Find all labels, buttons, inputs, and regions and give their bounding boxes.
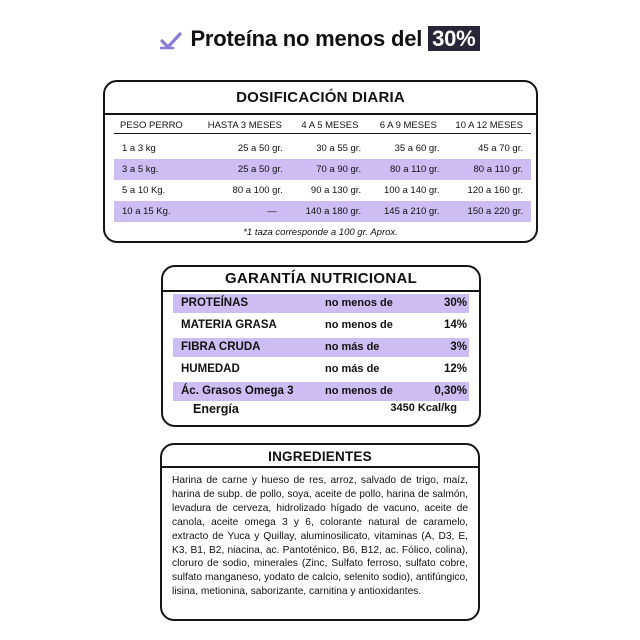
table-cell: 120 a 160 gr. xyxy=(467,185,523,196)
table-cell: 25 a 50 gr. xyxy=(199,159,291,180)
divider xyxy=(162,466,478,468)
garantia-title: GARANTÍA NUTRICIONAL xyxy=(224,270,418,287)
table-cell: 1 a 3 kg xyxy=(122,143,156,154)
table-cell: 145 a 210 gr. xyxy=(369,201,447,222)
table-cell: 70 a 90 gr. xyxy=(291,159,369,180)
dosificacion-note: *1 taza corresponde a 100 gr. Aprox. xyxy=(243,227,398,238)
table-cell: 3 a 5 kg. xyxy=(114,159,199,180)
nutrient-name: HUMEDAD xyxy=(181,363,240,375)
table-row xyxy=(114,180,531,201)
table-cell: 25 a 50 gr. xyxy=(237,143,283,154)
nutrient-qualifier: no menos de xyxy=(325,319,393,331)
dosificacion-title: DOSIFICACIÓN DIARIA xyxy=(236,89,405,106)
list-item xyxy=(173,338,469,357)
list-item xyxy=(173,382,469,401)
table-cell: 100 a 140 gr. xyxy=(384,185,440,196)
energy-row xyxy=(173,402,469,420)
table-cell: 10 a 15 Kg. xyxy=(114,201,199,222)
table-row xyxy=(114,159,531,180)
nutrient-value: 14% xyxy=(443,319,467,331)
ingredientes-title: INGREDIENTES xyxy=(268,449,372,464)
header-peso: PESO PERRO xyxy=(120,120,183,131)
table-row xyxy=(114,138,531,159)
ingredientes-text: Harina de carne y hueso de res, arroz, salvado de trigo, maíz, harina de subp. de pollo, soya, aceite de pollo, harina de salmón, levadura de cerveza, hidrolizado hígado de vacuno, aceite de canola, aceite omega 3 y 6, colorante natural de caramelo, extracto de Yuca y Quillay, aluminosilicato, vitaminas (A, D3, E, K3, B1, B2, niacina, ac. Pantoténico, B6, B12, ac. Fólico, colina), cloruro de sodio, minerales (Zinc, Sulfato ferroso, sulfato cobre, sulfato manganeso, yodato de calcio, selenito sodio), antifúngico, lisina, metionina, saborizante, carnitina y antioxidantes. xyxy=(172,475,468,598)
list-item xyxy=(173,360,469,379)
header-4-5: 4 A 5 MESES xyxy=(301,120,359,131)
nutrient-value: 30% xyxy=(443,297,467,309)
nutrient-qualifier: no menos de xyxy=(325,385,393,397)
energy-value: 3450 Kcal/kg xyxy=(390,402,457,414)
table-cell: 140 a 180 gr. xyxy=(291,201,369,222)
nutrient-qualifier: no más de xyxy=(325,363,380,375)
table-cell: — xyxy=(199,201,291,222)
nutrient-name: FIBRA CRUDA xyxy=(181,341,261,353)
table-cell: 90 a 130 gr. xyxy=(310,185,362,196)
table-cell: 150 a 220 gr. xyxy=(447,201,531,222)
nutrient-qualifier: no más de xyxy=(325,341,380,353)
nutrient-qualifier: no menos de xyxy=(325,297,393,309)
nutrient-value: 0,30% xyxy=(434,385,467,397)
table-cell: 35 a 60 gr. xyxy=(394,143,440,154)
divider xyxy=(163,290,479,292)
table-cell: 5 a 10 Kg. xyxy=(122,185,166,196)
checkmark-icon xyxy=(160,30,182,56)
list-item xyxy=(173,316,469,335)
headline-text: Proteína no menos del xyxy=(190,26,423,51)
table-cell: 80 a 100 gr. xyxy=(232,185,283,196)
table-cell: 30 a 55 gr. xyxy=(316,143,362,154)
table-header-row xyxy=(114,118,531,134)
nutrient-name: PROTEÍNAS xyxy=(181,297,249,309)
divider xyxy=(105,113,536,115)
table-row xyxy=(114,201,531,222)
dosificacion-panel xyxy=(103,80,538,243)
table-cell: 80 a 110 gr. xyxy=(369,159,447,180)
table-cell: 80 a 110 gr. xyxy=(447,159,531,180)
headline-highlight: 30% xyxy=(428,26,479,51)
garantia-list xyxy=(173,294,469,404)
energy-label: Energía xyxy=(193,402,239,416)
headline xyxy=(0,26,640,56)
header-6-9: 6 A 9 MESES xyxy=(379,120,437,131)
header-10-12: 10 A 12 MESES xyxy=(455,120,524,131)
nutrient-name: MATERIA GRASA xyxy=(181,319,277,331)
nutrient-value: 3% xyxy=(450,341,467,353)
list-item xyxy=(173,294,469,313)
dosificacion-table xyxy=(114,118,531,222)
header-hasta-3: HASTA 3 MESES xyxy=(207,120,282,131)
garantia-panel xyxy=(161,265,481,427)
nutrient-value: 12% xyxy=(443,363,467,375)
table-cell: 45 a 70 gr. xyxy=(478,143,523,154)
ingredientes-panel xyxy=(160,443,480,621)
nutrient-name: Ác. Grasos Omega 3 xyxy=(181,385,294,397)
